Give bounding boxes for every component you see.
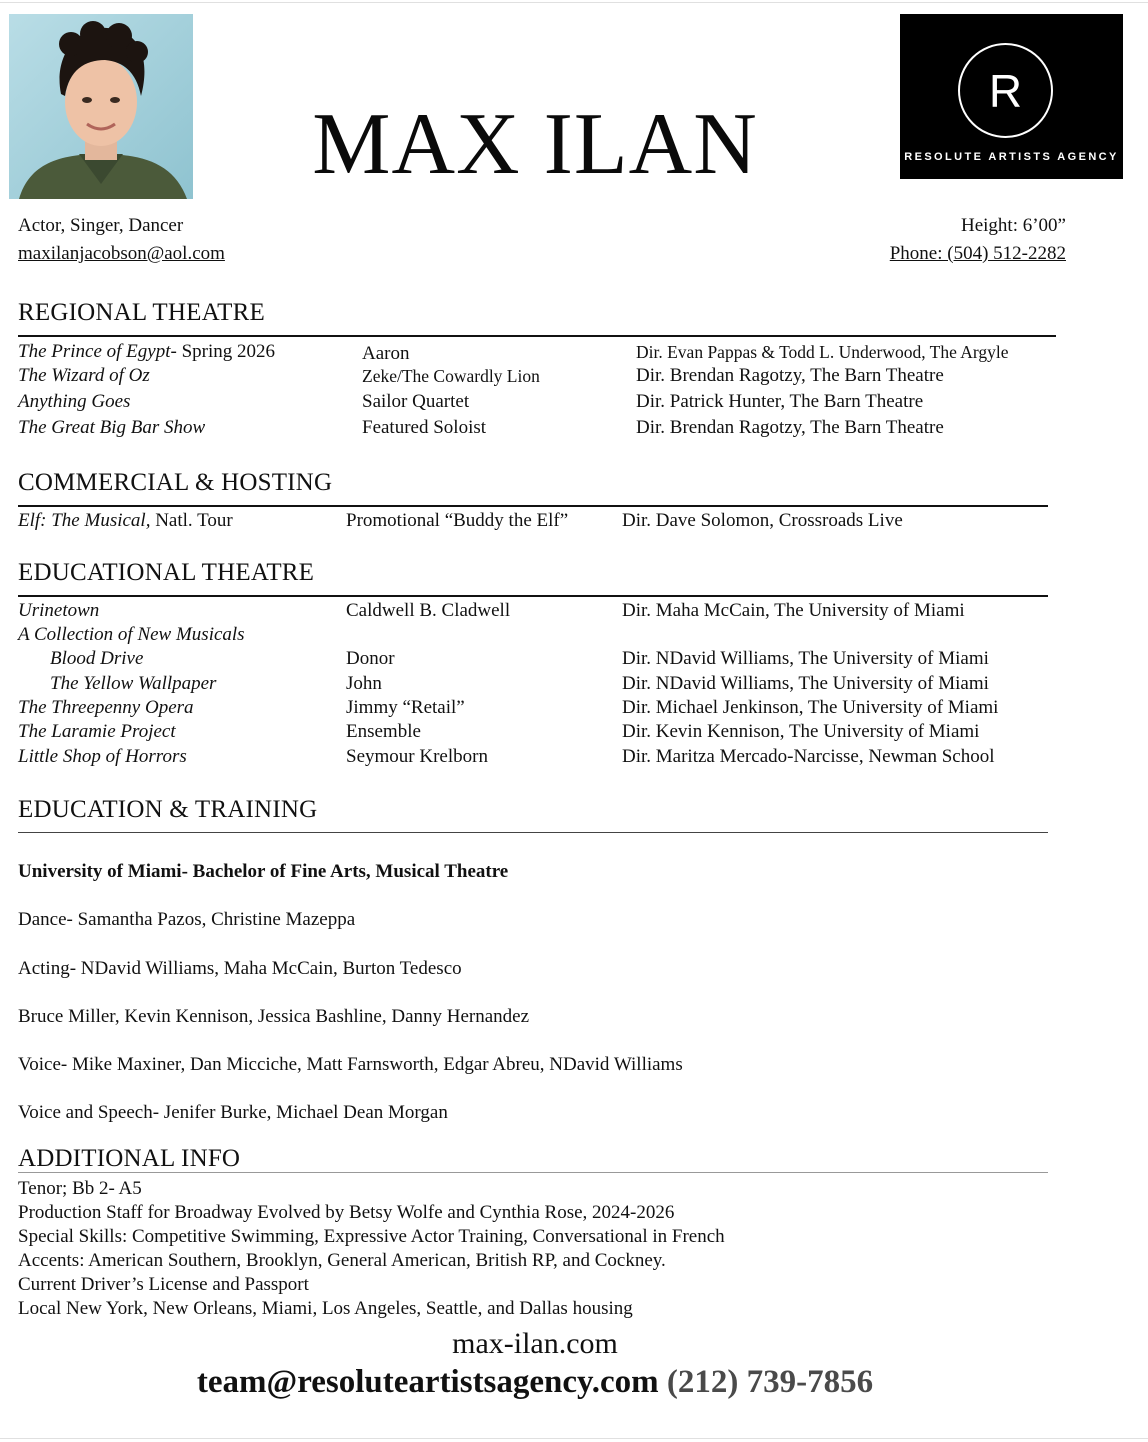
credit-row: [0, 671, 1148, 696]
credit-role: Donor: [346, 648, 395, 669]
credit-show: The Threepenny Opera: [18, 697, 194, 718]
credit-director: Dir. NDavid Williams, The University of Miami: [622, 648, 989, 669]
info-line: Local New York, New Orleans, Miami, Los Angeles, Seattle, and Dallas housing: [18, 1298, 633, 1319]
credit-row: [0, 622, 1148, 647]
top-divider: [0, 2, 1148, 3]
section-divider: [18, 335, 1056, 337]
credit-director: Dir. NDavid Williams, The University of Miami: [622, 673, 989, 694]
credit-show: The Prince of Egypt- Spring 2026: [18, 341, 275, 362]
info-line: Current Driver’s License and Passport: [18, 1274, 309, 1295]
credit-row: [0, 389, 1148, 414]
credit-role: Aaron: [362, 343, 410, 364]
credit-show: The Yellow Wallpaper: [50, 673, 217, 694]
credit-show: Blood Drive: [50, 648, 144, 669]
credit-role: Sailor Quartet: [362, 391, 470, 412]
headshot-photo: [9, 14, 193, 199]
bottom-divider: [0, 1438, 1148, 1439]
training-line: Acting- NDavid Williams, Maha McCain, Burton Tedesco: [18, 958, 462, 979]
section-divider: [18, 1172, 1048, 1173]
actor-name: MAX ILAN: [312, 96, 758, 193]
agency-logo-letter: R: [988, 64, 1023, 117]
credit-show: Elf: The Musical, Natl. Tour: [18, 510, 233, 531]
credit-row: [0, 415, 1148, 440]
credit-role: Ensemble: [346, 721, 421, 742]
credit-row: [0, 695, 1148, 720]
degree-line: University of Miami- Bachelor of Fine Arts, Musical Theatre: [18, 861, 509, 882]
section-title-commercial: COMMERCIAL & HOSTING: [18, 469, 333, 496]
website-link[interactable]: max-ilan.com: [452, 1327, 618, 1360]
credit-role: John: [346, 673, 382, 694]
credit-row: [0, 598, 1148, 623]
credit-director: Dir. Evan Pappas & Todd L. Underwood, The Argyle: [636, 342, 1009, 362]
credit-director: Dir. Maha McCain, The University of Miami: [622, 600, 965, 621]
credit-role: Promotional “Buddy the Elf”: [346, 510, 569, 531]
credit-director: Dir. Brendan Ragotzy, The Barn Theatre: [636, 417, 944, 438]
credit-director: Dir. Michael Jenkinson, The University of Miami: [622, 697, 999, 718]
credit-role: Featured Soloist: [362, 417, 487, 438]
training-line: Voice and Speech- Jenifer Burke, Michael Dean Morgan: [18, 1102, 448, 1123]
training-line: Dance- Samantha Pazos, Christine Mazeppa: [18, 909, 356, 930]
agency-email-link[interactable]: team@resoluteartistsagency.com: [196, 1364, 659, 1400]
section-title-training: EDUCATION & TRAINING: [18, 796, 318, 823]
credit-show: The Great Big Bar Show: [18, 417, 206, 438]
training-line: Voice- Mike Maxiner, Dan Micciche, Matt Farnsworth, Edgar Abreu, NDavid Williams: [18, 1054, 683, 1075]
roles-line: Actor, Singer, Dancer: [18, 215, 184, 236]
agency-logo-ring: [958, 43, 1053, 138]
credit-row: [0, 363, 1148, 388]
section-title-regional: REGIONAL THEATRE: [18, 299, 265, 326]
agency-phone: (212) 739-7856: [666, 1364, 874, 1400]
info-line: Tenor; Bb 2- A5: [18, 1178, 142, 1199]
credit-show: A Collection of New Musicals: [18, 624, 245, 645]
agency-contact: [0, 1362, 1070, 1402]
section-divider: [18, 595, 1048, 597]
credit-show: The Wizard of Oz: [18, 365, 150, 386]
info-line: Special Skills: Competitive Swimming, Expressive Actor Training, Conversational in French: [18, 1226, 725, 1247]
credit-show: Anything Goes: [18, 391, 131, 412]
section-title-additional: ADDITIONAL INFO: [18, 1145, 241, 1172]
email-link[interactable]: maxilanjacobson@aol.com: [18, 243, 225, 264]
credit-row: [0, 339, 1148, 364]
credit-director: Dir. Dave Solomon, Crossroads Live: [622, 510, 903, 531]
credit-role: Seymour Krelborn: [346, 746, 488, 767]
section-divider: [18, 505, 1048, 507]
training-line: Bruce Miller, Kevin Kennison, Jessica Bashline, Danny Hernandez: [18, 1006, 530, 1027]
section-divider: [18, 832, 1048, 833]
credit-show: Urinetown: [18, 600, 100, 621]
info-line: Production Staff for Broadway Evolved by Betsy Wolfe and Cynthia Rose, 2024-2026: [18, 1202, 675, 1223]
phone-link[interactable]: Phone: (504) 512-2282: [889, 243, 1066, 264]
credit-role: Jimmy “Retail”: [346, 697, 465, 718]
height-line: Height: 6’00”: [960, 215, 1066, 236]
credit-row: [0, 744, 1148, 769]
credit-role: Zeke/The Cowardly Lion: [362, 366, 540, 386]
section-title-educational: EDUCATIONAL THEATRE: [18, 559, 315, 586]
credit-role: Caldwell B. Cladwell: [346, 600, 511, 621]
agency-logo-name: RESOLUTE ARTISTS AGENCY: [904, 151, 1119, 163]
credit-show: Little Shop of Horrors: [18, 746, 187, 767]
credit-show: The Laramie Project: [18, 721, 176, 742]
credit-row: [0, 646, 1148, 671]
credit-director: Dir. Patrick Hunter, The Barn Theatre: [636, 391, 924, 412]
credit-director: Dir. Maritza Mercado-Narcisse, Newman School: [622, 746, 995, 767]
credit-row: [0, 508, 1148, 533]
credit-row: [0, 719, 1148, 744]
credit-director: Dir. Brendan Ragotzy, The Barn Theatre: [636, 365, 944, 386]
agency-logo: [900, 14, 1123, 179]
info-line: Accents: American Southern, Brooklyn, General American, British RP, and Cockney.: [18, 1250, 666, 1271]
credit-director: Dir. Kevin Kennison, The University of Miami: [622, 721, 980, 742]
